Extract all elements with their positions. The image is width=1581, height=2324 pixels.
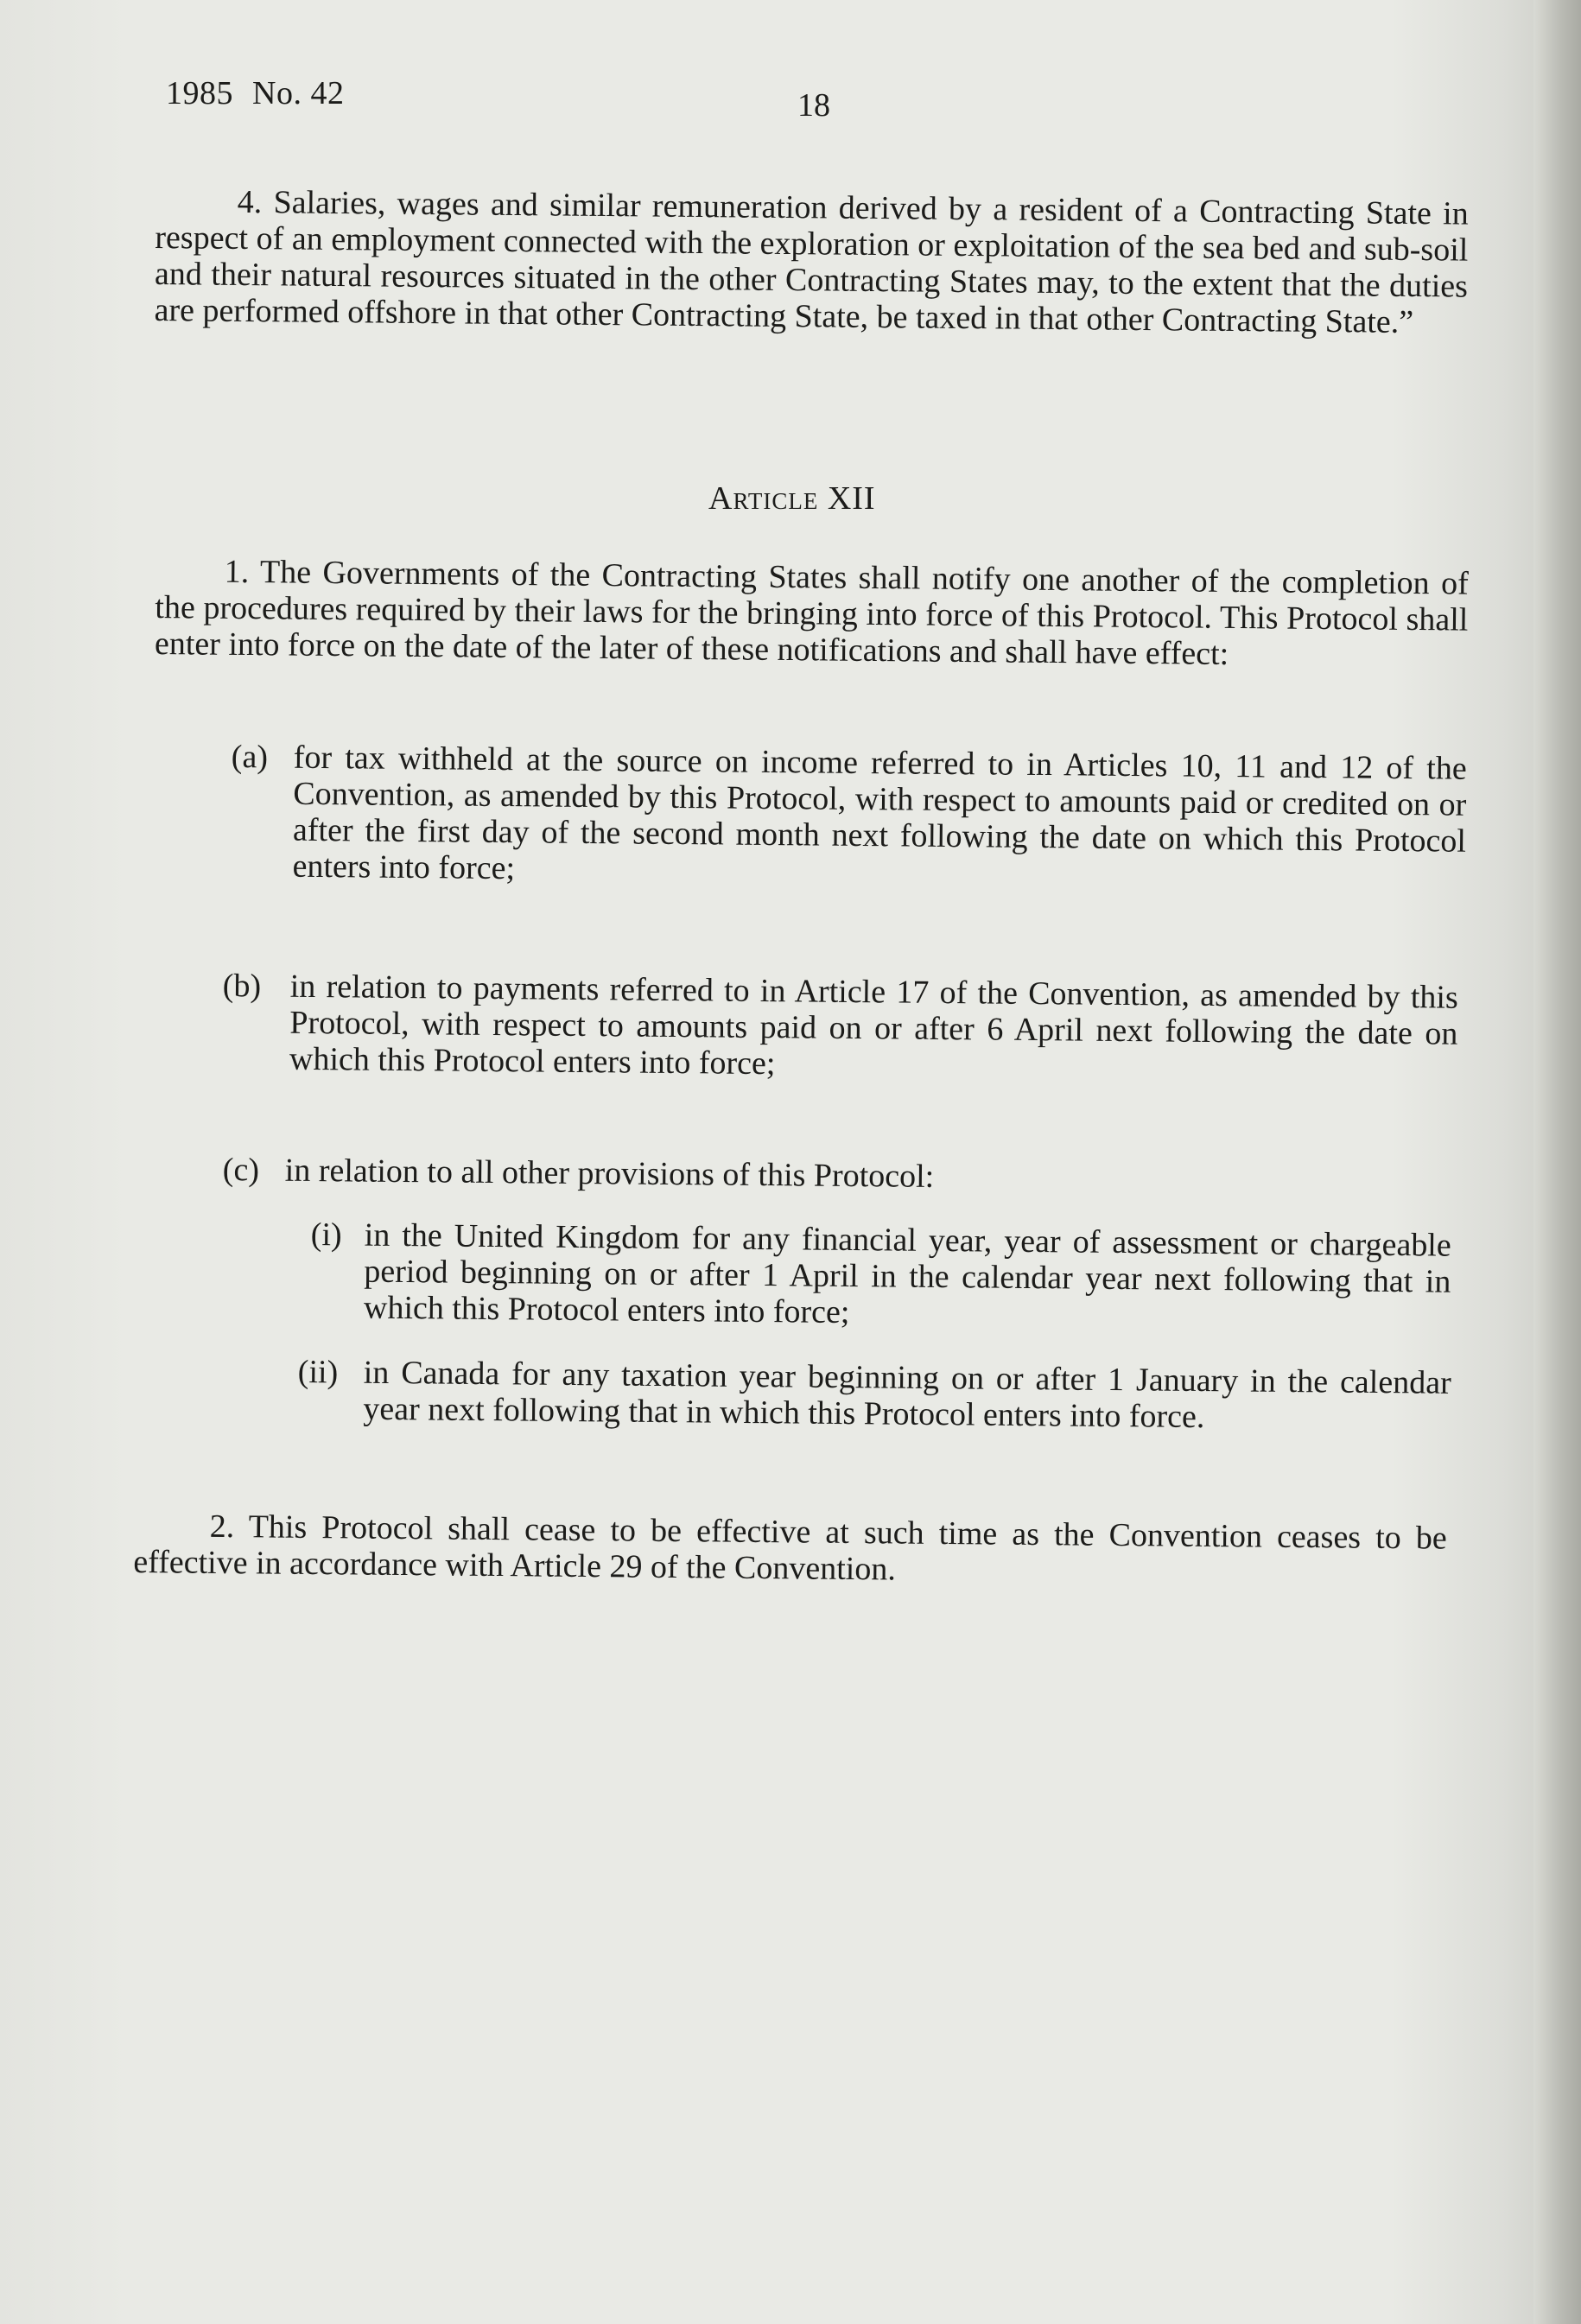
item-b-text: in relation to payments referred to in Article 17 of the Convention, as amended by this Protocol, with respect to amounts paid on or after 6 April next following the date on which this Protocol enters into force; — [289, 968, 1458, 1083]
page-number: 18 — [797, 87, 830, 124]
header-number: No. 42 — [252, 75, 345, 111]
item-b-label: (b) — [222, 968, 262, 1005]
item-c-i-text: in the United Kingdom for any financial year, year of assessment or chargeable period beginning on or after 1 April in the calendar year next following that in which this Protocol enters into force; — [363, 1216, 1451, 1330]
paragraph-4 — [154, 183, 1469, 341]
article-word: Article — [708, 480, 819, 517]
item-c-ii-text: in Canada for any taxation year beginning on or after 1 January in the calendar year next following that in which this Protocol enters into force. — [363, 1354, 1451, 1436]
paragraph-2-text: 2. This Protocol shall cease to be effective at such time as the Convention ceases to be effective in accordance with Article 29 of the Convention. — [133, 1508, 1447, 1588]
paragraph-1-text: 1. The Governments of the Contracting States shall notify one another of the completion of the procedures required by their laws for the bringing into force of this Protocol. This Protocol shall enter into force on the date of the later of these notifications and shall have effect: — [154, 553, 1469, 672]
paragraph-1 — [155, 553, 1469, 675]
paragraph-2 — [133, 1508, 1447, 1593]
page-edge-shadow — [1533, 0, 1581, 2324]
item-c-ii-label: (ii) — [297, 1354, 339, 1391]
item-a-label: (a) — [231, 739, 269, 776]
article-heading — [708, 479, 876, 518]
item-c-label: (c) — [222, 1152, 260, 1189]
header-year: 1985 — [166, 75, 233, 111]
item-a-text: for tax withheld at the source on income referred to in Articles 10, 11 and 12 of the Convention, as amended by this Protocol, with respect to amounts paid or credited on or after the first day of the second month next following the date on which this Protocol enters into force; — [292, 739, 1467, 887]
paragraph-4-text: 4. Salaries, wages and similar remuneration derived by a resident of a Contracting State in respect of an employment connected with the exploration or exploitation of the sea bed and sub-soil and their natural resources situated in the other Contracting States may, to the extent that the duties are performed offshore in that other Contracting State, be taxed in that other Contracting State.” — [154, 183, 1469, 340]
item-c-text: in relation to all other provisions of this Protocol: — [284, 1152, 935, 1195]
item-c-i-label: (i) — [310, 1216, 342, 1254]
running-header — [166, 74, 363, 112]
article-number: XII — [827, 480, 876, 517]
